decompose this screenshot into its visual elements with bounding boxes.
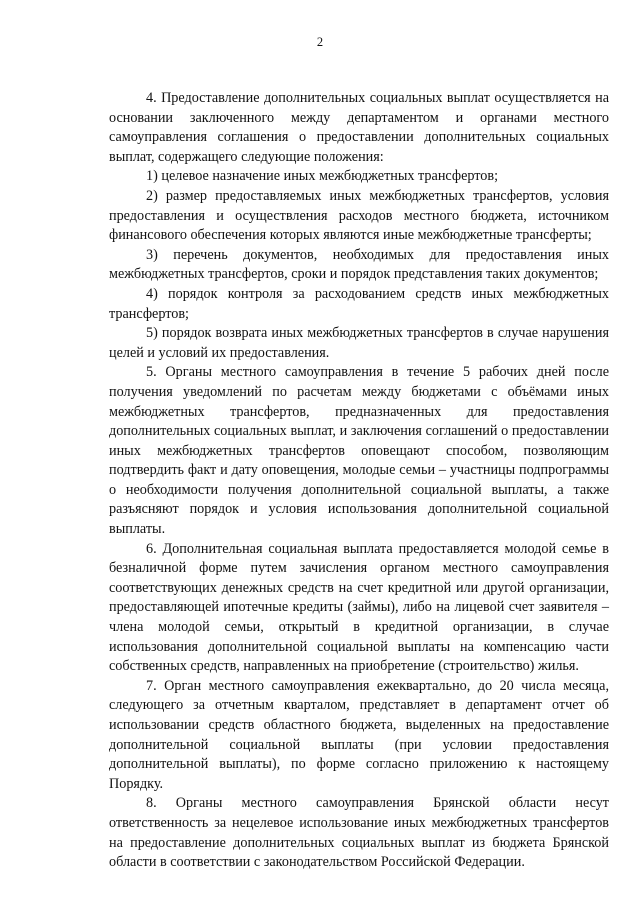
paragraph-4-item-5: 5) порядок возврата иных межбюджетных трансфертов в случае нарушения целей и условий их предоставления.: [109, 325, 609, 361]
paragraph-4-item-3: 3) перечень документов, необходимых для предоставления иных межбюджетных трансфертов, сроки и порядок представления таких документов;: [109, 246, 609, 283]
paragraph-4-item-1: 1) целевое назначение иных межбюджетных трансфертов;: [146, 168, 499, 185]
paragraph-7: 7. Орган местного самоуправления ежеквартально, до 20 числа месяца, следующего за отчетным кварталом, представляет в департамент отчет об использовании средств областного бюджета, выделенных на предоставление дополнительной социальной выплаты (при условии предоставления дополнительной выплаты), по форме согласно приложению к настоящему Порядку.: [109, 677, 609, 792]
document-body: [109, 89, 609, 873]
paragraph-6: 6. Дополнительная социальная выплата предоставляется молодой семье в безналичной форме путем зачисления органом местного самоуправления соответствующих денежных средств на счет кредитной или другой организации, предоставляющей ипотечные кредиты (займы), либо на лицевой счет заявителя – члена молодой семьи, открытый в кредитной организации, в случае использования дополнительной социальной выплаты на компенсацию части собственных средств, направленных на приобретение (строительство) жилья.: [109, 540, 609, 675]
paragraph-5: 5. Органы местного самоуправления в течение 5 рабочих дней после получения уведомлений по расчетам между бюджетами с объёмами иных межбюджетных трансфертов, предназначенных для предоставления дополнительных социальных выплат, и заключения соглашений о предоставлении иных межбюджетных трансфертов оповещают способом, позволяющим подтвердить факт и дату оповещения, молодые семьи – участницы подпрограммы о необходимости получения дополнительной социальной выплаты, а также разъясняют порядок и условия использования дополнительной социальной выплаты.: [109, 364, 609, 538]
paragraph-4-item-4: 4) порядок контроля за расходованием средств иных межбюджетных трансфертов;: [109, 285, 609, 322]
paragraph-4-item-2: 2) размер предоставляемых иных межбюджетных трансфертов, условия предоставления и осуществления расходов местного бюджета, источником финансового обеспечения которых являются иные межбюджетные трансферты;: [109, 187, 609, 244]
paragraph-4: 4. Предоставление дополнительных социальных выплат осуществляется на основании заключенного между департаментом и органами местного самоуправления соглашения о предоставлении дополнительных социальных выплат, содержащего следующие положения:: [109, 90, 609, 165]
page-number: 2: [316, 35, 324, 49]
paragraph-8: 8. Органы местного самоуправления Брянской области несут ответственность за нецелевое использование иных межбюджетных трансфертов на предоставление дополнительных социальных выплат из бюджета Брянской области в соответствии с законодательством Российской Федерации.: [109, 795, 609, 871]
